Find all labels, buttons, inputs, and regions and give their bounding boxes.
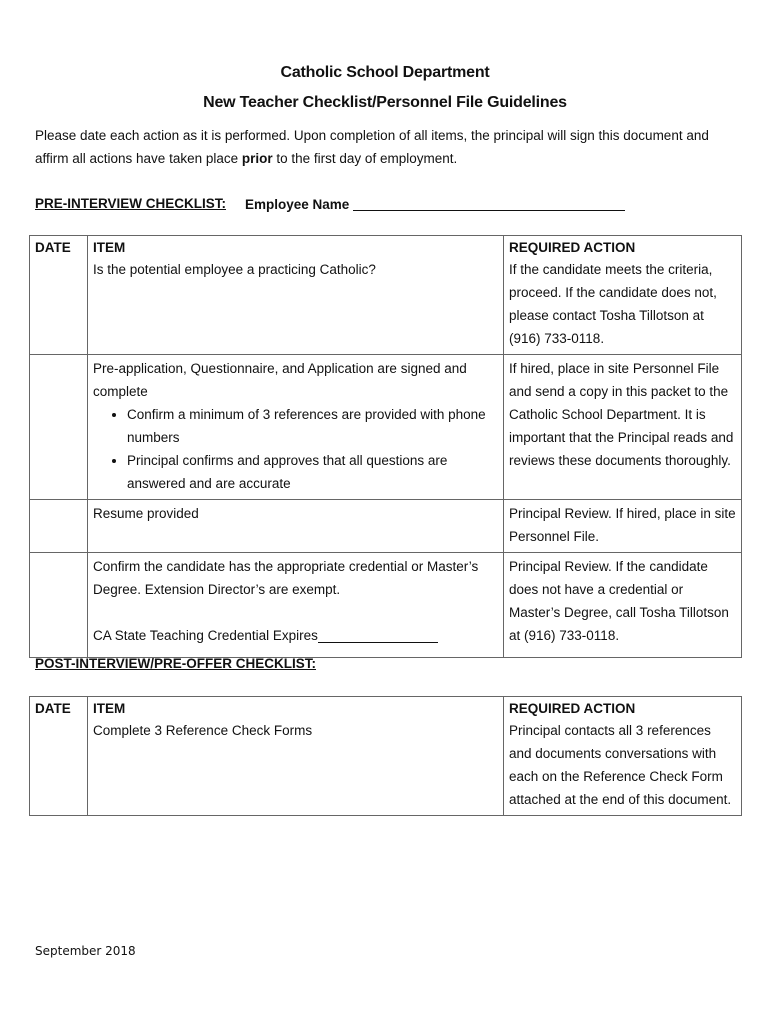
bullet-list — [93, 403, 498, 495]
department-title: Catholic School Department — [280, 64, 490, 81]
col-date-header: DATE — [30, 697, 88, 720]
table-header-row — [30, 697, 742, 720]
table-row — [30, 553, 742, 658]
post-interview-table — [29, 696, 742, 816]
action-cell: Principal contacts all 3 references and documents conversations with each on the Reference Check Form attached at the end of this document. — [504, 719, 742, 816]
employee-name-field[interactable]: Employee Name — [245, 196, 625, 212]
table-row — [30, 719, 742, 816]
date-cell[interactable] — [30, 500, 88, 553]
credential-expires-line[interactable] — [318, 627, 438, 643]
table-row — [30, 258, 742, 355]
pre-interview-heading: PRE-INTERVIEW CHECKLIST: — [35, 196, 227, 211]
col-date-header: DATE — [30, 236, 88, 259]
emphasis-prior: prior — [241, 151, 273, 166]
action-cell: If hired, place in site Personnel File and send a copy in this packet to the Catholic School Department. It is important that the Principal reads and reviews these documents thoroughly. — [504, 355, 742, 500]
list-item: • Principal confirms and approves that all questions are answered and are accurate — [127, 449, 498, 495]
credential-expires-field[interactable]: CA State Teaching Credential Expires — [93, 624, 498, 647]
list-item: • Confirm a minimum of 3 references are provided with phone numbers — [127, 403, 498, 449]
table-header-row — [30, 236, 742, 259]
date-cell[interactable] — [30, 355, 88, 500]
table-row — [30, 500, 742, 553]
col-action-header: REQUIRED ACTION — [504, 236, 742, 259]
date-cell[interactable] — [30, 553, 88, 658]
action-cell: If the candidate meets the criteria, proceed. If the candidate does not, please contact Tosha Tillotson at (916) 733-0118. — [504, 258, 742, 355]
employee-name-line[interactable] — [353, 196, 625, 211]
col-action-header: REQUIRED ACTION — [504, 697, 742, 720]
action-cell: Principal Review. If hired, place in site Personnel File. — [504, 500, 742, 553]
post-interview-heading: POST-INTERVIEW/PRE-OFFER CHECKLIST: — [35, 656, 317, 671]
document-title: New Teacher Checklist/Personnel File Guidelines — [203, 94, 567, 111]
date-cell[interactable] — [30, 258, 88, 355]
table-row — [30, 355, 742, 500]
item-cell: Confirm the candidate has the appropriate credential or Master’s Degree. Extension Director’s are exempt. CA State Teaching Credential Expires — [88, 553, 504, 658]
action-cell: Principal Review. If the candidate does not have a credential or Master’s Degree, call Tosha Tillotson at (916) 733-0118. — [504, 553, 742, 658]
item-cell: Is the potential employee a practicing Catholic? — [88, 258, 504, 355]
col-item-header: ITEM — [88, 697, 504, 720]
instructions-paragraph: Please date each action as it is performed. Upon completion of all items, the principal will sign this document and affirm all actions have taken place prior to the first day of employment. — [35, 128, 709, 166]
item-cell: Complete 3 Reference Check Forms — [88, 719, 504, 816]
pre-interview-table — [29, 235, 742, 658]
col-item-header: ITEM — [88, 236, 504, 259]
footer-date: September 2018 — [35, 944, 136, 958]
item-cell: Pre-application, Questionnaire, and Application are signed and complete • Confirm a minimum of 3 references are provided with phone numbers • Principal confirms and approves that all questions are answered and are accurate — [88, 355, 504, 500]
item-cell: Resume provided — [88, 500, 504, 553]
date-cell[interactable] — [30, 719, 88, 816]
